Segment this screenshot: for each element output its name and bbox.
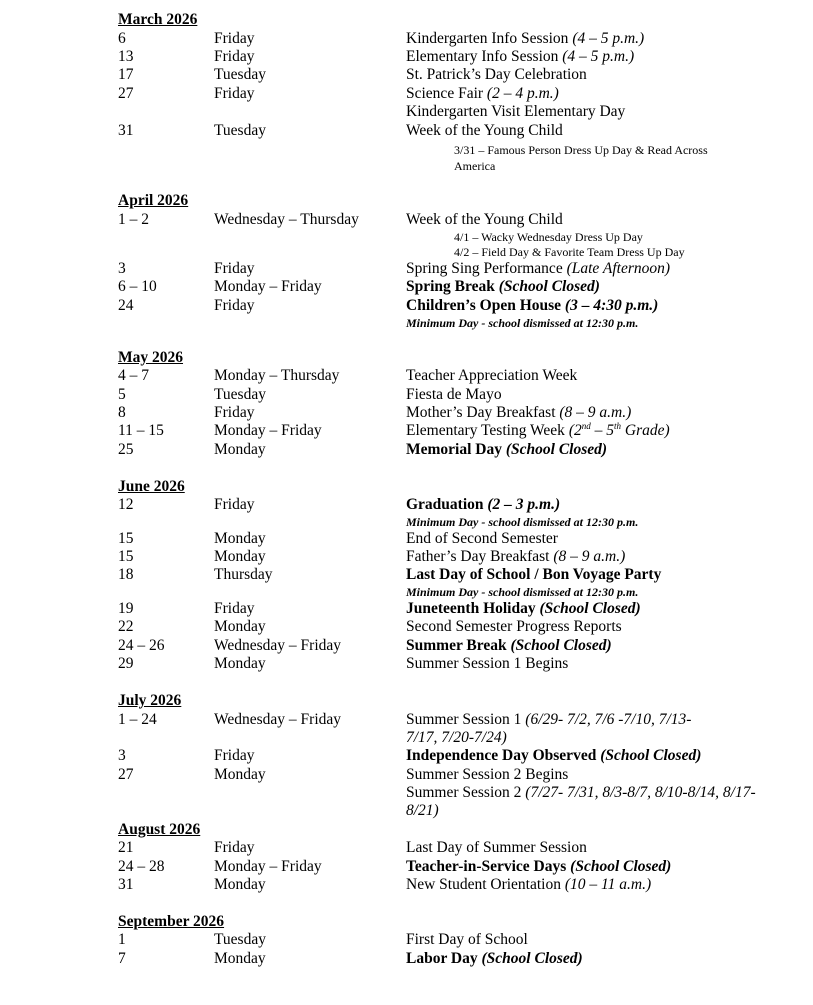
event-note: (School Closed): [600, 747, 702, 764]
event-title: Summer Session 1 Begins: [406, 655, 569, 672]
event-name: Father’s Day Breakfast: [406, 548, 554, 565]
event-date: 6 – 10: [118, 278, 157, 295]
event-title: First Day of School: [406, 931, 528, 948]
event-date: 1: [118, 931, 126, 948]
event-day: Wednesday – Friday: [214, 711, 342, 728]
event-name: Labor Day: [406, 950, 482, 967]
event-name: Science Fair: [406, 85, 487, 102]
event-day: Friday: [214, 260, 255, 277]
event-day: Tuesday: [214, 66, 266, 83]
event-title: [406, 404, 631, 422]
event-date: 22: [118, 618, 134, 635]
event-title: [406, 422, 670, 440]
event-day: Friday: [214, 48, 255, 65]
event-note: (School Closed): [510, 637, 612, 654]
event-date: 15: [118, 530, 134, 547]
event-day: Monday – Friday: [214, 422, 322, 439]
event-title: Week of the Young Child: [406, 211, 563, 228]
event-title: Last Day of School / Bon Voyage Party: [406, 566, 662, 583]
event-title: [406, 950, 583, 968]
event-date: 15: [118, 548, 134, 565]
event-name: Spring Break: [406, 278, 499, 295]
event-title: Last Day of Summer Session: [406, 839, 587, 856]
event-note: (Late Afternoon): [566, 260, 671, 277]
event-day: Wednesday – Friday: [214, 637, 342, 654]
event-note: (2 – 3 p.m.): [487, 496, 561, 513]
event-day: Monday – Friday: [214, 858, 322, 875]
event-note: (3 – 4:30 p.m.): [564, 297, 659, 314]
minimum-day-note: Minimum Day - school dismissed at 12:30 p.m.: [406, 585, 639, 599]
event-title: [406, 278, 600, 296]
month-heading: May 2026: [118, 349, 184, 366]
month-heading: June 2026: [118, 478, 185, 495]
sub-event: 4/1 – Wacky Wednesday Dress Up Day: [454, 230, 643, 244]
event-date: 5: [118, 386, 126, 403]
event-date: 27: [118, 85, 134, 102]
event-name: Independence Day Observed: [406, 747, 601, 764]
event-title: [406, 260, 670, 278]
event-day: Tuesday: [214, 386, 266, 403]
event-title: [406, 784, 756, 802]
event-title: [406, 30, 644, 48]
event-day: Monday: [214, 766, 266, 783]
event-day: Friday: [214, 747, 255, 764]
event-day: Friday: [214, 600, 255, 617]
event-date: 18: [118, 566, 134, 583]
event-title: [406, 48, 634, 66]
event-date: 31: [118, 122, 134, 139]
event-day: Monday – Friday: [214, 278, 322, 295]
event-title: [406, 297, 658, 315]
event-title: Week of the Young Child: [406, 122, 563, 139]
event-date: 12: [118, 496, 134, 513]
event-date: 19: [118, 600, 134, 617]
event-name: Elementary Info Session: [406, 48, 563, 65]
minimum-day-note: Minimum Day - school dismissed at 12:30 p.m.: [406, 515, 639, 529]
event-title: Kindergarten Visit Elementary Day: [406, 103, 626, 120]
event-name: Elementary Testing Week: [406, 422, 569, 439]
event-name: Mother’s Day Breakfast: [406, 404, 560, 421]
event-note: (School Closed): [539, 600, 641, 617]
event-day: Friday: [214, 839, 255, 856]
event-date: 1 – 2: [118, 211, 149, 228]
event-date: 29: [118, 655, 134, 672]
event-note: (10 – 11 a.m.): [564, 876, 652, 893]
event-date: 7: [118, 950, 126, 967]
event-date: 24 – 28: [118, 858, 165, 875]
month-heading: September 2026: [118, 913, 225, 930]
month-heading: March 2026: [118, 11, 198, 28]
event-date: 6: [118, 30, 126, 47]
event-day: Friday: [214, 496, 255, 513]
event-title: [406, 548, 625, 566]
event-name: Summer Session 1: [406, 711, 526, 728]
event-day: Tuesday: [214, 931, 266, 948]
event-day: Monday – Thursday: [214, 367, 340, 384]
event-title: Fiesta de Mayo: [406, 386, 502, 403]
event-note: (School Closed): [505, 441, 608, 458]
event-date: 24: [118, 297, 134, 314]
event-day: Tuesday: [214, 122, 266, 139]
event-date: 31: [118, 876, 134, 893]
event-name: Teacher-in-Service Days: [406, 858, 571, 875]
event-day: Friday: [214, 85, 255, 102]
event-date: 17: [118, 66, 134, 83]
event-note: (School Closed): [570, 858, 672, 875]
event-name: Summer Session 2: [406, 784, 526, 801]
event-day: Monday: [214, 950, 266, 967]
event-day: Wednesday – Thursday: [214, 211, 359, 228]
event-date: 24 – 26: [118, 637, 165, 654]
sub-event: America: [454, 159, 496, 173]
event-name: Spring Sing Performance: [406, 260, 567, 277]
event-day: Friday: [214, 30, 255, 47]
event-note-continued: 7/17, 7/20-7/24): [406, 729, 507, 746]
event-note: (4 – 5 p.m.): [572, 30, 645, 47]
event-title: St. Patrick’s Day Celebration: [406, 66, 587, 83]
event-title: [406, 441, 607, 459]
event-note-continued: 8/21): [406, 802, 439, 819]
minimum-day-note: Minimum Day - school dismissed at 12:30 p.m.: [406, 316, 639, 330]
event-day: Friday: [214, 404, 255, 421]
event-name: Graduation: [406, 496, 488, 513]
event-date: 27: [118, 766, 134, 783]
event-note: (2nd – 5th Grade): [568, 420, 670, 439]
event-title: Teacher Appreciation Week: [406, 367, 578, 384]
event-date: 8: [118, 404, 126, 421]
event-title: End of Second Semester: [406, 530, 558, 547]
event-title: [406, 747, 701, 765]
event-day: Monday: [214, 618, 266, 635]
event-name: Summer Break: [406, 637, 511, 654]
event-title: [406, 85, 559, 103]
month-heading: April 2026: [118, 192, 189, 209]
event-name: Memorial Day: [406, 441, 506, 458]
event-date: 11 – 15: [118, 422, 164, 439]
event-note: (4 – 5 p.m.): [562, 48, 635, 65]
month-heading: July 2026: [118, 692, 182, 709]
event-note: (6/29- 7/2, 7/6 -7/10, 7/13-: [525, 711, 692, 728]
event-note: (7/27- 7/31, 8/3-8/7, 8/10-8/14, 8/17-: [525, 784, 756, 801]
event-title: [406, 858, 671, 876]
event-note: (2 – 4 p.m.): [486, 85, 559, 102]
event-date: 25: [118, 441, 134, 458]
event-day: Monday: [214, 530, 266, 547]
event-title: [406, 637, 612, 655]
event-title: Second Semester Progress Reports: [406, 618, 622, 635]
month-heading: August 2026: [118, 821, 201, 838]
event-date: 3: [118, 260, 126, 277]
event-title: [406, 600, 641, 618]
event-date: 21: [118, 839, 134, 856]
event-day: Thursday: [214, 566, 273, 583]
sub-event: 4/2 – Field Day & Favorite Team Dress Up Day: [454, 245, 685, 259]
event-date: 3: [118, 747, 126, 764]
event-name: New Student Orientation: [406, 876, 565, 893]
sub-event: 3/31 – Famous Person Dress Up Day & Read Across: [454, 143, 708, 157]
event-note: (School Closed): [498, 278, 600, 295]
event-day: Monday: [214, 876, 266, 893]
event-name: Children’s Open House: [406, 297, 565, 314]
event-day: Monday: [214, 655, 266, 672]
event-day: Friday: [214, 297, 255, 314]
event-note: (8 – 9 a.m.): [559, 404, 632, 421]
event-day: Monday: [214, 441, 266, 458]
event-date: 1 – 24: [118, 711, 157, 728]
event-day: Monday: [214, 548, 266, 565]
event-title: [406, 711, 691, 729]
event-name: Kindergarten Info Session: [406, 30, 573, 47]
event-name: Juneteenth Holiday: [406, 600, 540, 617]
event-date: 4 – 7: [118, 367, 149, 384]
event-date: 13: [118, 48, 134, 65]
event-note: (8 – 9 a.m.): [553, 548, 626, 565]
event-title: [406, 876, 651, 894]
event-title: [406, 496, 560, 514]
event-note: (School Closed): [481, 950, 583, 967]
event-title: Summer Session 2 Begins: [406, 766, 569, 783]
